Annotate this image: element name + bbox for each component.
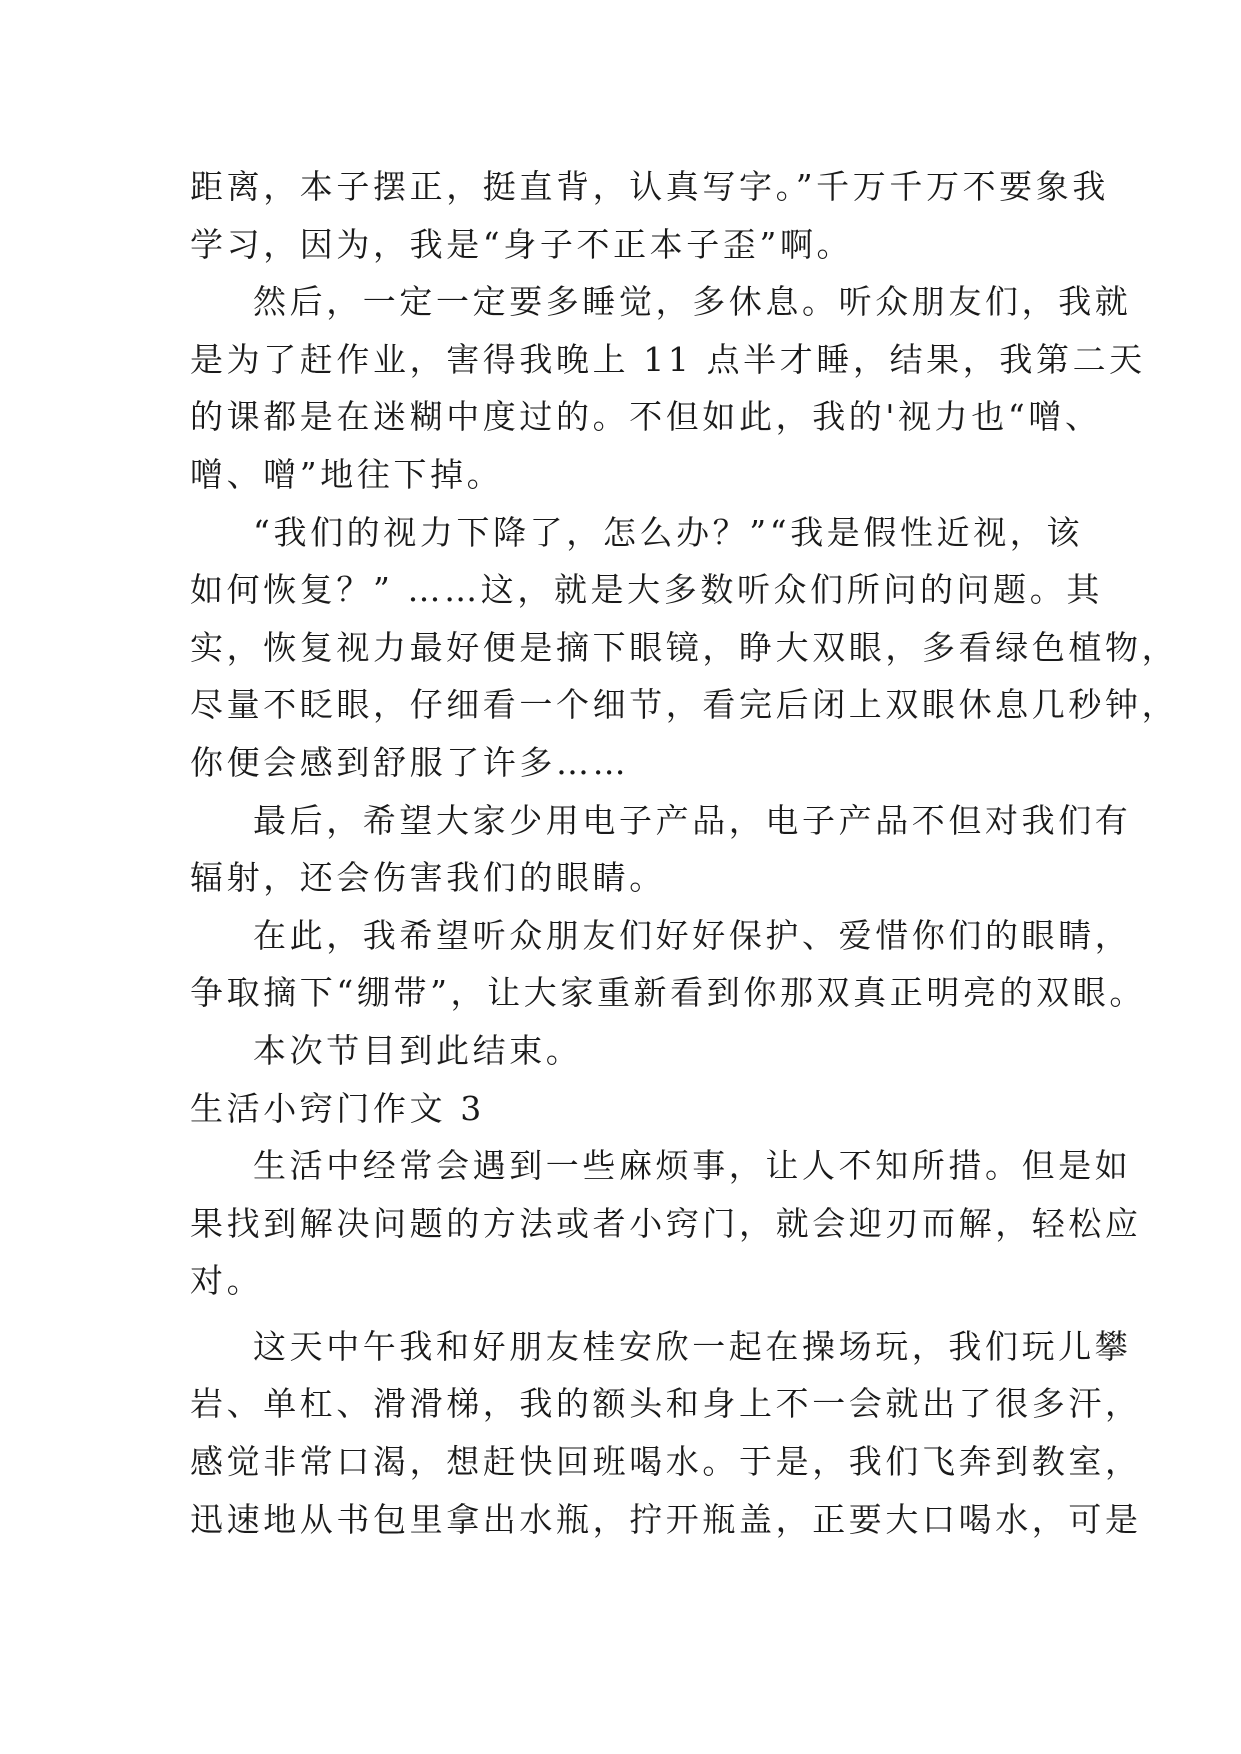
text-line: 噌、噌”地往下掉。 — [190, 454, 504, 494]
text-line: 是为了赶作业，害得我晚上 11 点半才睡，结果，我第二天 — [190, 339, 1146, 379]
text-line: 最后，希望大家少用电子产品，电子产品不但对我们有 — [253, 800, 1132, 840]
text-line: 在此，我希望听众朋友们好好保护、爱惜你们的眼睛， — [253, 915, 1132, 955]
text-line: 迅速地从书包里拿出水瓶，拧开瓶盖，正要大口喝水，可是 — [190, 1499, 1142, 1539]
text-line: 本次节目到此结束。 — [253, 1030, 583, 1070]
paragraph — [190, 1137, 1132, 1195]
text-line: 尽量不眨眼，仔细看一个细节，看完后闭上双眼休息几秒钟， — [190, 685, 1179, 725]
text-line: 距离，本子摆正，挺直背，认真写字。”千万千万不要象我 — [190, 167, 1109, 206]
paragraph — [190, 907, 1132, 965]
text-line: 你便会感到舒服了许多…… — [190, 742, 630, 782]
text-line: “我们的视力下降了，怎么办？”“我是假性近视，该 — [253, 512, 1084, 552]
text-line: 岩、单杠、滑滑梯，我的额头和身上不一会就出了很多汗， — [190, 1384, 1142, 1424]
text-line: 果找到解决问题的方法或者小窍门，就会迎刃而解，轻松应 — [190, 1203, 1142, 1243]
paragraph — [190, 1318, 1132, 1376]
section-heading — [190, 1080, 1070, 1138]
text-line: 辐射，还会伤害我们的眼睛。 — [190, 858, 666, 898]
text-line: 如何恢复？” ……这，就是大多数听众们所问的问题。其 — [190, 570, 1103, 610]
paragraph-continuation — [190, 561, 1179, 791]
text-line: 生活中经常会遇到一些麻烦事，让人不知所措。但是如 — [253, 1146, 1132, 1186]
paragraph-continuation — [190, 1375, 1142, 1548]
text-line: 对。 — [190, 1261, 264, 1301]
text-line: 学习，因为，我是“身子不正本子歪”啊。 — [190, 224, 854, 264]
document-body — [190, 158, 1179, 1548]
paragraph — [190, 792, 1132, 850]
text-line: 的课都是在迷糊中度过的。不但如此，我的'视力也“噌、 — [190, 397, 1102, 437]
paragraph — [190, 1022, 1070, 1080]
paragraph — [190, 273, 1132, 331]
paragraph-continuation — [190, 964, 1146, 1022]
text-line: 这天中午我和好朋友桂安欣一起在操场玩，我们玩儿攀 — [253, 1326, 1132, 1366]
paragraph — [190, 158, 1109, 273]
text-line: 争取摘下“绷带”，让大家重新看到你那双真正明亮的双眼。 — [190, 973, 1146, 1013]
text-line: 然后，一定一定要多睡觉，多休息。听众朋友们，我就 — [253, 282, 1132, 322]
paragraph-continuation — [190, 849, 1070, 907]
paragraph-continuation — [190, 1195, 1142, 1310]
section-heading-text: 生活小窍门作文 3 — [190, 1088, 485, 1128]
paragraph — [190, 504, 1084, 562]
text-line: 实，恢复视力最好便是摘下眼镜，睁大双眼，多看绿色植物， — [190, 627, 1179, 667]
paragraph-continuation — [190, 331, 1146, 504]
text-line: 感觉非常口渴，想赶快回班喝水。于是，我们飞奔到教室， — [190, 1442, 1142, 1482]
